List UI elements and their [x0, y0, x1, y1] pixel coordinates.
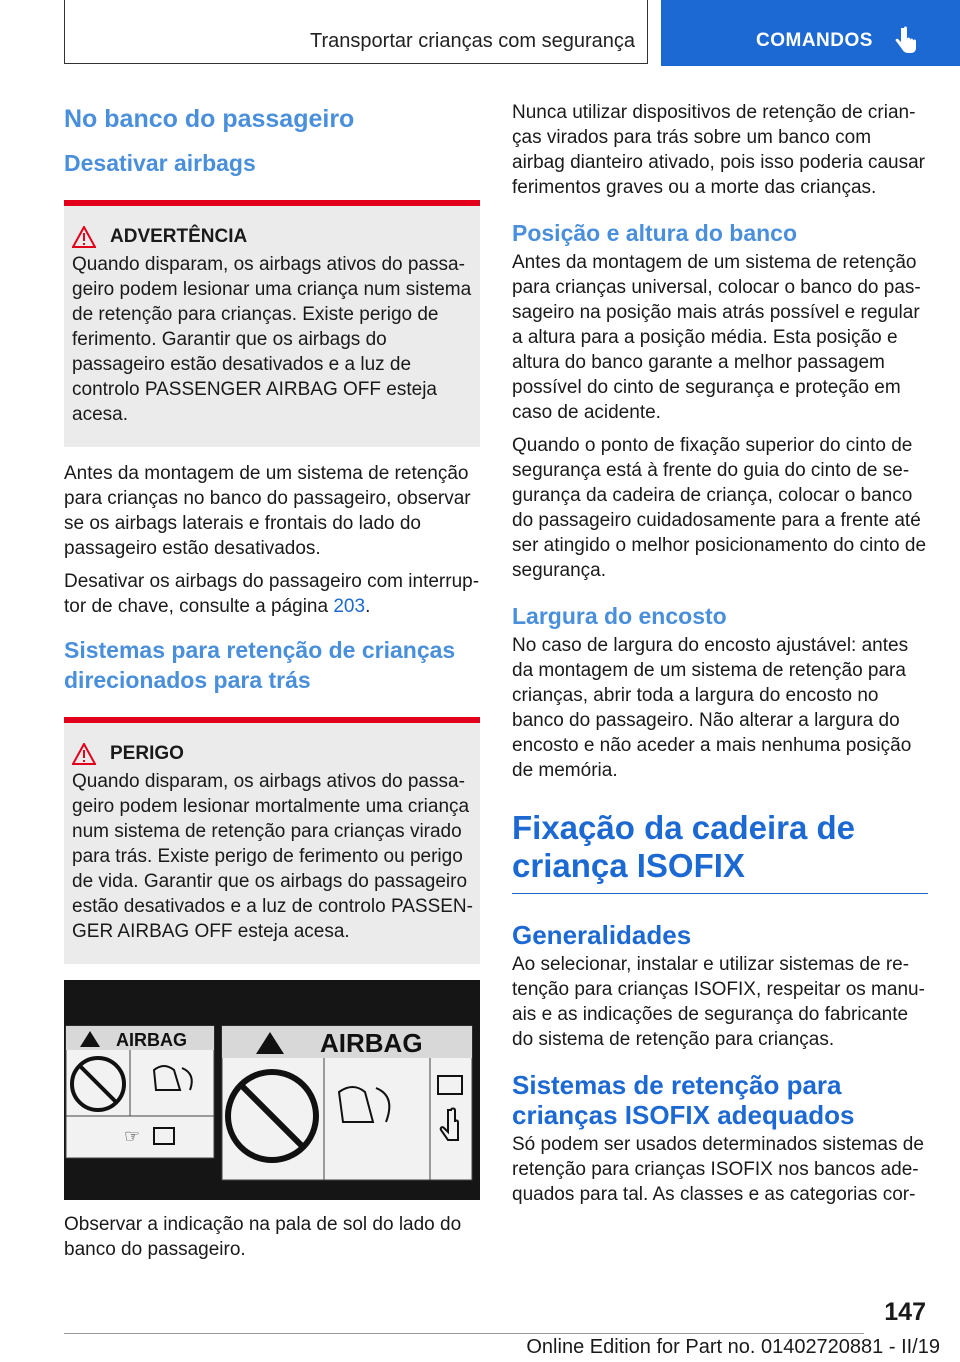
paragraph: Antes da montagem de um sistema de retenção para crianças universal, colocar o banco do passageiro na posição mais atrás possível e regular a altura para a posição média. Esta posição e altura do banco garante a melhor passagem possível do cinto de segurança e proteção em caso de acidente. — [512, 252, 921, 423]
warning-box — [64, 200, 480, 447]
paragraph: No caso de largura do encosto ajustável: antes da montagem de um sistema de retenção para crianças, abrir toda a largura do encosto no banco do passageiro. Não alterar a largura do encosto e não aceder a mais nenhuma posição de memória. — [512, 635, 912, 781]
subsection-heading: Largura do encosto — [512, 603, 727, 629]
figure-caption: Observar a indicação na pala de sol do lado do banco do passageiro. — [64, 1214, 462, 1260]
warning-triangle-icon — [72, 743, 96, 765]
paragraph: Nunca utilizar dispositivos de retenção de crianças virados para trás sobre um banco com airbag dianteiro ativado, pois isso poderia causar ferimentos graves ou a morte das crianças. — [512, 102, 925, 198]
warning-title: ADVERTÊNCIA — [110, 226, 248, 247]
pointing-finger-icon: ☞ — [124, 1126, 141, 1147]
sticker-label-small: AIRBAG — [116, 1030, 187, 1050]
paragraph-text-end: . — [365, 596, 371, 617]
subsection-heading: Desativar airbags — [64, 150, 256, 176]
section-title: Transportar crianças com segurança — [310, 30, 635, 52]
page-number: 147 — [884, 1298, 926, 1326]
warning-triangle-icon — [72, 226, 96, 248]
paragraph-text: Desativar os airbags do passageiro com interruptor de chave, consulte a página — [64, 571, 480, 617]
paragraph: Quando o ponto de fixação superior do cinto de segurança está à frente do guia do cinto de segurança da cadeira de criança, colocar o banco do passageiro cuidadosamente para a frente até ser atingido o melhor posicionamento do cinto de segurança. — [512, 435, 927, 581]
subsection-heading: Posição e altura do banco — [512, 220, 798, 246]
page-link[interactable]: 203 — [333, 596, 366, 617]
paragraph: Só podem ser usados determinados sistemas de retenção para crianças ISOFIX nos bancos adequados para tal. As classes e as categorias cor- — [512, 1134, 924, 1205]
section-heading: Generalidades — [512, 920, 692, 950]
footer-edition: Online Edition for Part no. 01402720881 - II/19 — [526, 1336, 940, 1358]
section-heading: Sistemas de retenção para crianças ISOFIX adequados — [512, 1070, 855, 1130]
chapter-title: Fixação da cadeira de criança ISOFIX — [512, 809, 928, 894]
section-heading: No banco do passageiro — [64, 105, 355, 133]
airbag-label-image — [64, 980, 480, 1200]
paragraph: Antes da montagem de um sistema de retenção para crianças no banco do passageiro, observar se os airbags laterais e frontais do lado do passageiro estão desativados. — [64, 463, 471, 559]
paragraph-with-link — [64, 569, 480, 619]
danger-box — [64, 717, 480, 964]
right-column — [512, 100, 928, 1215]
subsection-heading: Sistemas para retenção de crianças direcionados para trás — [64, 637, 456, 693]
footer-divider — [64, 1333, 864, 1334]
sticker-label-large: AIRBAG — [320, 1028, 423, 1058]
danger-title: PERIGO — [110, 743, 184, 764]
paragraph: Ao selecionar, instalar e utilizar sistemas de retenção para crianças ISOFIX, respeitar os manuais e as indicações de segurança do fabricante do sistema de retenção para crianças. — [512, 954, 925, 1050]
left-column — [64, 100, 480, 1270]
danger-text: Quando disparam, os airbags ativos do passageiro podem lesionar mortalmente uma criança num sistema de retenção para crianças virado para trás. Existe perigo de ferimento ou perigo de vida. Garantir que os airbags do passageiro estão desativados e a luz de controlo PASSENGER AIRBAG OFF esteja acesa. — [72, 771, 473, 942]
warning-text: Quando disparam, os airbags ativos do passageiro podem lesionar uma criança num sistema de retenção para crianças. Existe perigo de ferimento. Garantir que os airbags do passageiro estão desativados e a luz de controlo PASSENGER AIRBAG OFF esteja acesa. — [72, 254, 472, 425]
airbag-sticker-illustration — [64, 980, 480, 1200]
pointing-hand-icon — [894, 26, 918, 56]
chapter-tab-label: COMANDOS — [756, 30, 873, 51]
header-section-box — [64, 0, 648, 64]
